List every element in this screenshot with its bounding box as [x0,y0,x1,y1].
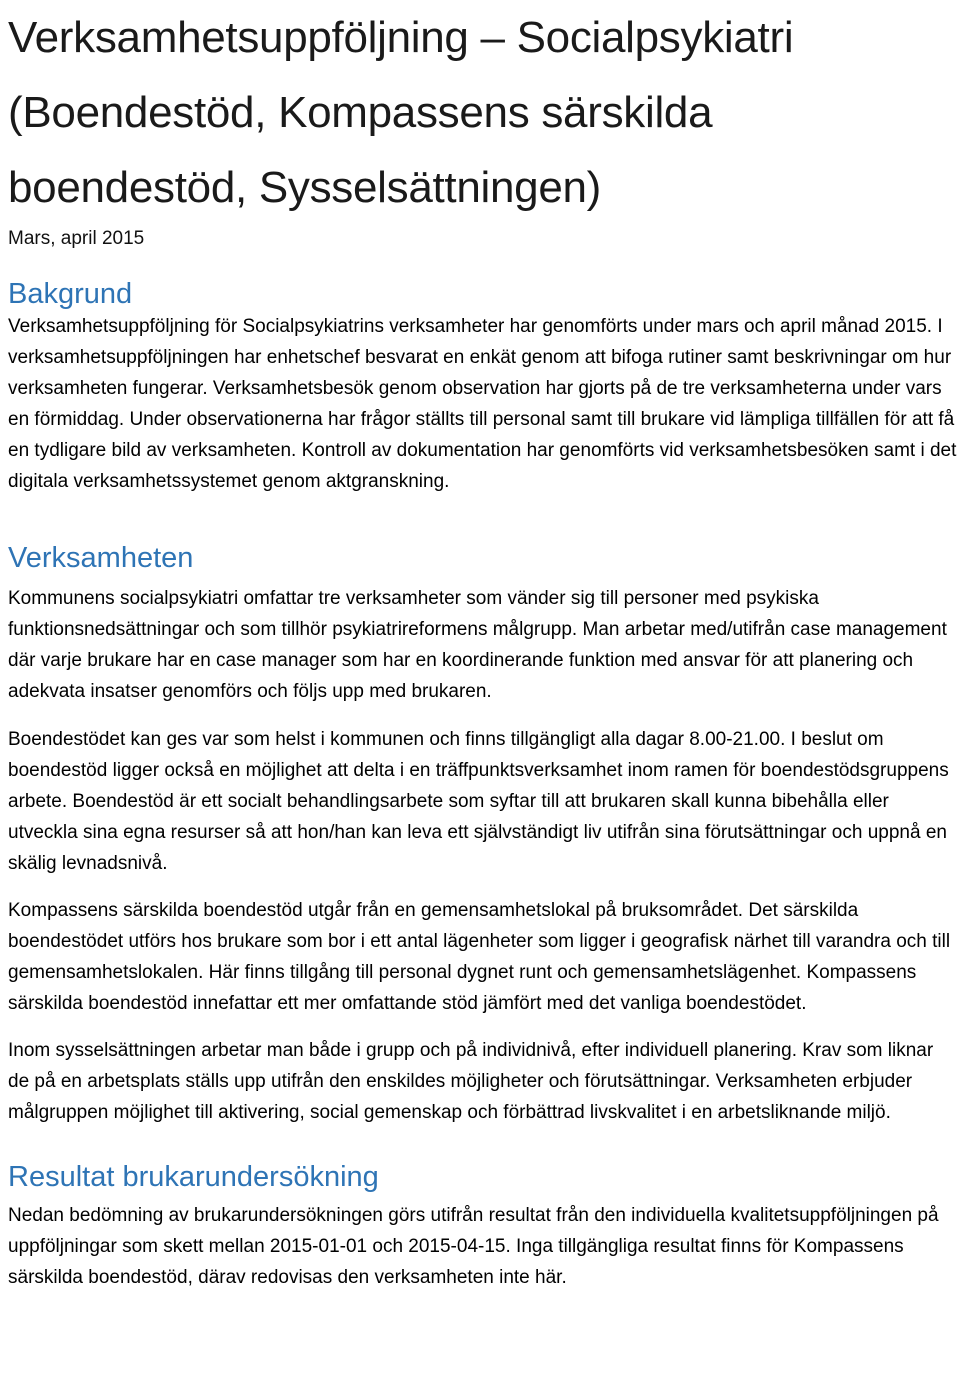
paragraph-sysselsattning: Inom sysselsättningen arbetar man både i grupp och på individnivå, efter individuell planering. Krav som liknar de på en arbetsplats ställs upp utifrån den enskildes möjligheter och förutsättningar. Verksamheten erbjuder målgruppen möjlighet till aktivering, social gemenskap och förbättrad livskvalitet i en arbetsliknande miljö. [8,1040,934,1123]
document-date: Mars, april 2015 [8,228,145,249]
section-heading-bakgrund: Bakgrund [8,278,133,310]
paragraph-boendestod: Boendestödet kan ges var som helst i kommunen och finns tillgängligt alla dagar 8.00-21.00. I beslut om boendestöd ligger också en möjlighet att delta i en träffpunktsverksamhet inom ramen för boendestödsgruppens arbete. Boendestöd är ett socialt behandlingsarbete som syftar till att brukaren skall kunna bibehålla eller utveckla sina egna resurser så att hon/han kan leva ett självständigt liv utifrån sina förutsättningar och uppnå en skälig levnadsnivå. [8,729,949,874]
paragraph-bakgrund: Verksamhetsuppföljning för Socialpsykiatrins verksamheter har genomförts under mars och april månad 2015. I verksamhetsuppföljningen har enhetschef besvarat en enkät genom att bifoga rutiner samt beskrivningar om hur verksamheten fungerar. Verksamhetsbesök genom observation har gjorts på de tre verksamheterna under vars en förmiddag. Under observationerna har frågor ställts till personal samt till brukare vid lämpliga tillfällen för att få en tydligare bild av verksamheten. Kontroll av dokumentation har genomförts vid verksamhetsbesöken samt i det digitala verksamhetssystemet genom aktgranskning. [8,316,957,492]
section-heading-verksamheten: Verksamheten [8,542,194,574]
paragraph-resultat: Nedan bedömning av brukarundersökningen görs utifrån resultat från den individuella kvalitetsuppföljningen på uppföljningar som skett mellan 2015-01-01 och 2015-04-15. Inga tillgängliga resultat finns för Kompassens särskilda boendestöd, därav redovisas den verksamheten inte här. [8,1205,939,1288]
paragraph-kompassen: Kompassens särskilda boendestöd utgår från en gemensamhetslokal på bruksområdet. Det särskilda boendestödet utförs hos brukare som bor i ett antal lägenheter som ligger i geografisk närhet till varandra och till gemensamhetslokalen. Här finns tillgång till personal dygnet runt och gemensamhetslägenhet. Kompassens särskilda boendestöd innefattar ett mer omfattande stöd jämfört med det vanliga boendestödet. [8,900,951,1014]
paragraph-verksamheten-intro: Kommunens socialpsykiatri omfattar tre verksamheter som vänder sig till personer med psykiska funktionsnedsättningar och som tillhör psykiatrireformens målgrupp. Man arbetar med/utifrån case management där varje brukare har en case manager som har en koordinerande funktion med ansvar för att planering och adekvata insatser genomförs och följs upp med brukaren. [8,588,947,702]
document-page [8,0,958,1293]
section-heading-resultat: Resultat brukarundersökning [8,1161,379,1193]
document-title: Verksamhetsuppföljning – Socialpsykiatri (Boendestöd, Kompassens särskilda boendestöd, Sysselsättningen) [8,13,794,212]
